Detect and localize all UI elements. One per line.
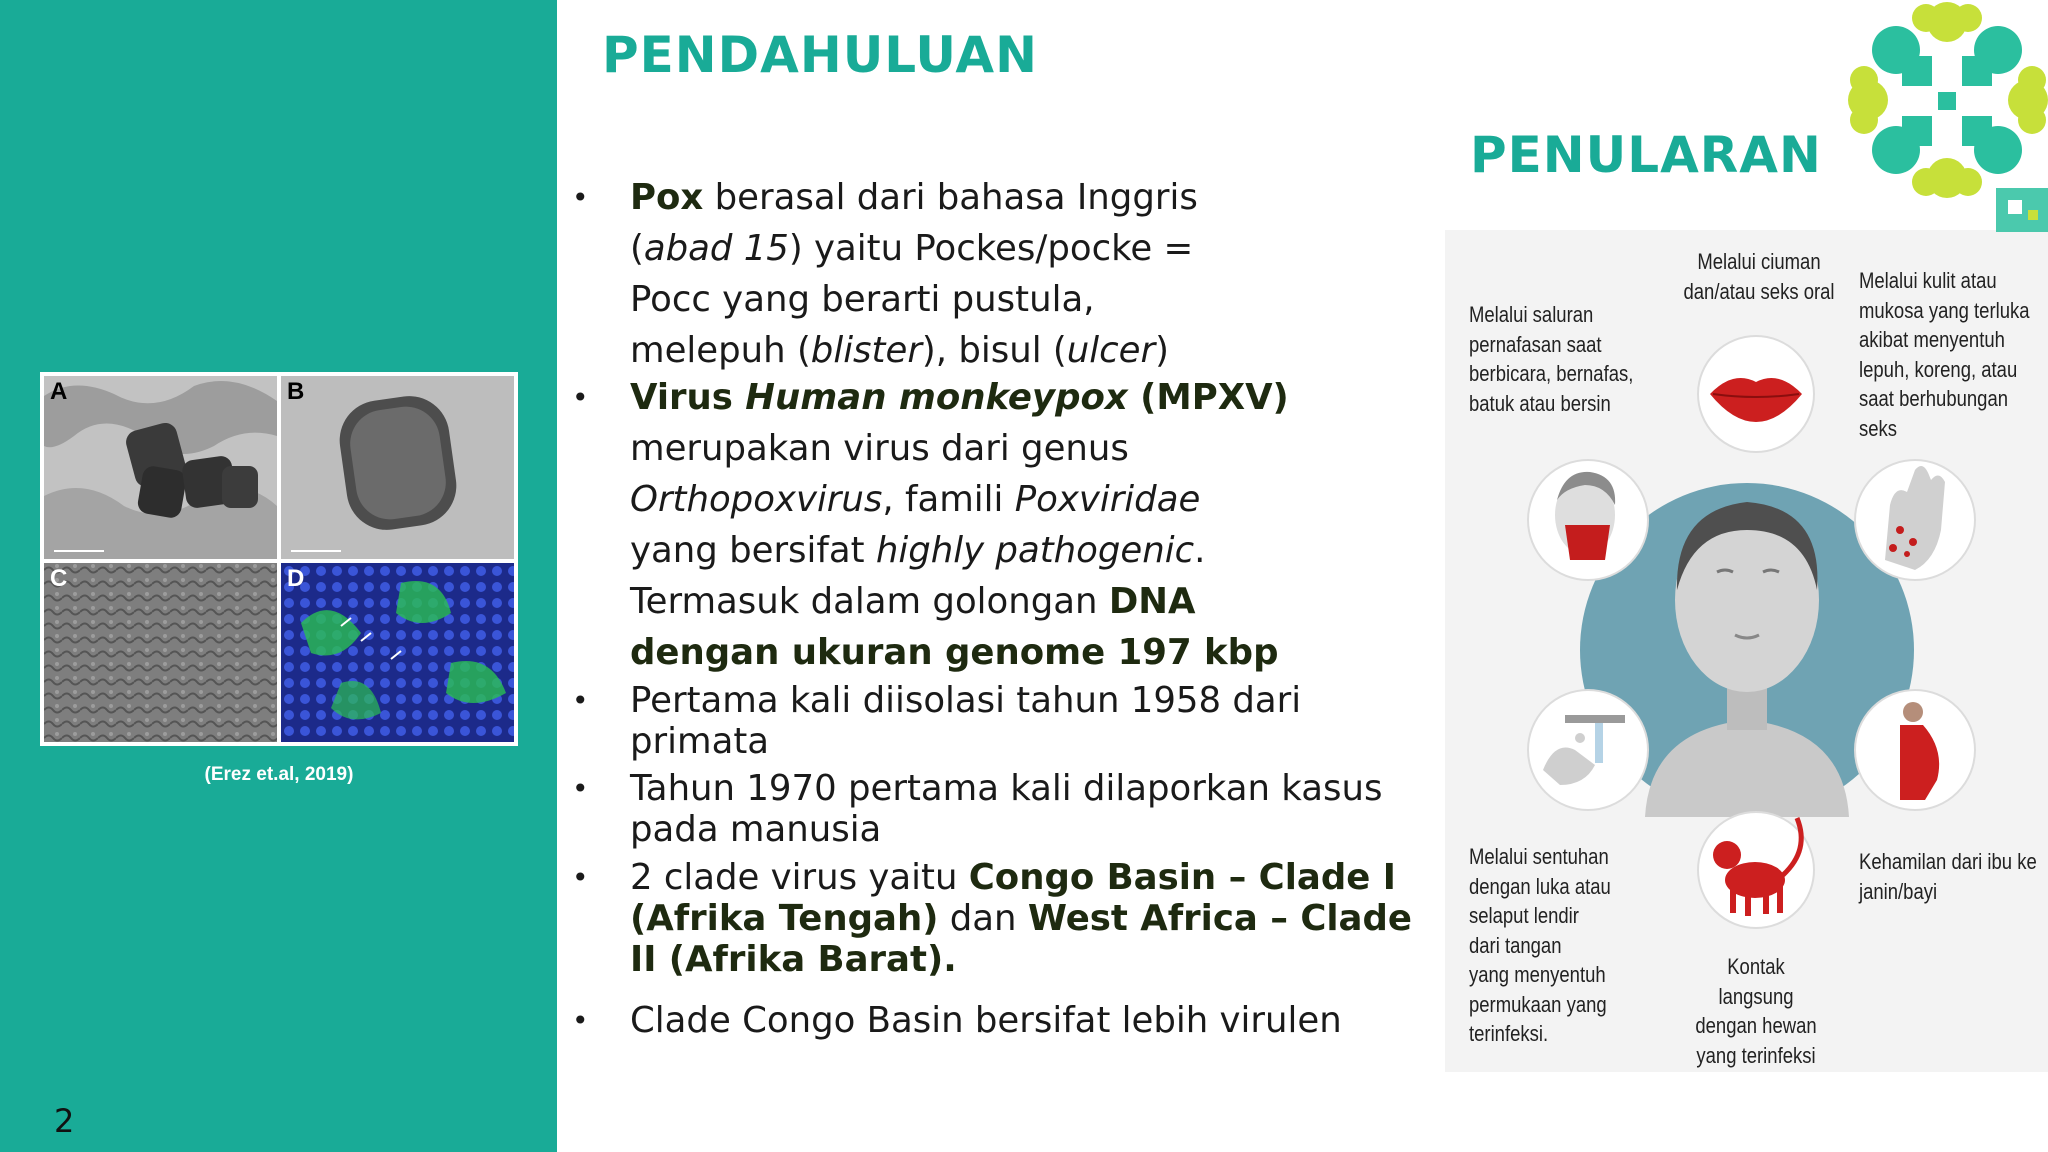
text-run: abad 15 xyxy=(643,228,789,269)
bullet-text xyxy=(630,172,1416,376)
bullet-line xyxy=(630,680,1416,721)
surface-touch-icon xyxy=(1528,690,1648,810)
text-run: Termasuk dalam golongan xyxy=(630,581,1109,622)
bullet-line xyxy=(630,939,1416,980)
bullet-dot: • xyxy=(572,381,589,414)
text-run: pada manusia xyxy=(630,809,882,850)
bullet-line xyxy=(630,898,1416,939)
bullet-dot: • xyxy=(572,861,589,894)
page-number: 2 xyxy=(54,1102,75,1140)
ministry-logo-icon xyxy=(1846,0,2048,232)
bullet-line xyxy=(630,576,1416,627)
bullet-line xyxy=(630,372,1416,423)
micrograph-panel-b xyxy=(281,376,514,559)
label-skin: Melalui kulit atau mukosa yang terluka akibat menyentuh lepuh, koreng, atau saat berhubungan seks xyxy=(1859,268,2030,441)
bullet-item xyxy=(566,680,1416,762)
text-run: Virus xyxy=(630,377,746,418)
text-run: DNA xyxy=(1108,581,1196,622)
bullet-line xyxy=(630,1000,1416,1041)
bullet-line xyxy=(630,172,1416,223)
text-run: West Africa – Clade xyxy=(1027,898,1412,939)
text-run: Orthopoxvirus xyxy=(630,479,883,520)
text-run: II (Afrika Barat). xyxy=(630,939,957,980)
bullet-line xyxy=(630,223,1416,274)
text-run: Congo Basin – Clade I xyxy=(968,857,1396,898)
bullet-dot: • xyxy=(572,684,589,717)
panel-label-d: D xyxy=(287,565,305,592)
text-run: merupakan virus dari genus xyxy=(630,428,1129,469)
bullet-item xyxy=(566,768,1416,850)
bullet-item xyxy=(566,172,1416,376)
section-subtitle: PENULARAN xyxy=(1470,126,1822,184)
bullet-line xyxy=(630,474,1416,525)
text-run: Clade Congo Basin bersifat lebih virulen xyxy=(630,1000,1342,1041)
text-run: Tahun 1970 pertama kali dilaporkan kasus xyxy=(630,768,1383,809)
left-panel xyxy=(0,0,557,1152)
text-run: highly pathogenic xyxy=(875,530,1195,571)
text-run: Pocc yang berarti pustula, xyxy=(630,279,1095,320)
bullet-text xyxy=(630,768,1416,850)
text-run: melepuh ( xyxy=(630,330,811,371)
cell-culture-image xyxy=(44,563,277,742)
virion-closeup-image xyxy=(281,376,514,559)
label-surface: Melalui sentuhan dengan luka atau selaput lendir dari tangan yang menyentuh permukaan yang terinfeksi. xyxy=(1469,844,1611,1046)
bullet-line xyxy=(630,857,1416,898)
text-run: ), bisul ( xyxy=(921,330,1067,371)
transmission-diagram xyxy=(1445,230,2048,1072)
bullet-dot: • xyxy=(572,181,589,214)
bullet-item xyxy=(566,372,1416,678)
bullet-line xyxy=(630,423,1416,474)
text-run: Pox xyxy=(630,177,704,218)
text-run: berasal dari bahasa Inggris xyxy=(703,177,1198,218)
microscopy-figure xyxy=(40,372,518,746)
text-run: ) xyxy=(1155,330,1169,371)
bullet-item xyxy=(566,1000,1416,1041)
micrograph-panel-c xyxy=(44,563,277,742)
label-respiratory: Melalui saluran pernafasan saat berbicara, bernafas, batuk atau bersin xyxy=(1469,302,1634,416)
panel-label-a: A xyxy=(50,378,68,405)
figure-caption: (Erez et.al, 2019) xyxy=(204,764,354,785)
bullet-item xyxy=(566,857,1416,980)
bullet-text xyxy=(630,372,1416,678)
text-run: blister xyxy=(810,330,922,371)
bullet-text xyxy=(630,857,1416,980)
fluorescence-image xyxy=(281,563,514,742)
bullet-text xyxy=(630,680,1416,762)
bullet-text xyxy=(630,1000,1416,1041)
text-run: dan xyxy=(938,898,1028,939)
bullet-line xyxy=(630,627,1416,678)
text-run: (MPXV) xyxy=(1127,377,1289,418)
panel-label-c: C xyxy=(50,565,68,592)
text-run: yang bersifat xyxy=(630,530,876,571)
bullet-line xyxy=(630,809,1416,850)
text-run: Human monkeypox xyxy=(745,377,1128,418)
label-animal: Kontak langsung dengan hewan yang terinfeksi xyxy=(1695,954,1817,1068)
text-run: dengan ukuran genome 197 kbp xyxy=(630,632,1279,673)
text-run: ulcer xyxy=(1066,330,1156,371)
text-run: Pertama kali diisolasi tahun 1958 dari xyxy=(630,680,1302,721)
bullet-line xyxy=(630,274,1416,325)
micrograph-panel-a xyxy=(44,376,277,559)
slide-title: PENDAHULUAN xyxy=(602,26,1038,84)
virus-particles-image xyxy=(44,376,277,559)
text-run: primata xyxy=(630,721,770,762)
bullet-line xyxy=(630,721,1416,762)
text-run: ) yaitu Pockes/pocke = xyxy=(788,228,1194,269)
text-run: (Afrika Tengah) xyxy=(630,898,939,939)
micrograph-panel-d xyxy=(281,563,514,742)
label-kiss: Melalui ciuman dan/atau seks oral xyxy=(1683,249,1835,304)
text-run: 2 clade virus yaitu xyxy=(630,857,969,898)
text-run: ( xyxy=(630,228,644,269)
bullet-dot: • xyxy=(572,772,589,805)
bullet-dot: • xyxy=(572,1004,589,1037)
label-pregnancy: Kehamilan dari ibu ke janin/bayi xyxy=(1859,849,2037,904)
text-run: . xyxy=(1194,530,1206,571)
text-run: Poxviridae xyxy=(1014,479,1201,520)
bullet-line xyxy=(630,768,1416,809)
bullet-line xyxy=(630,525,1416,576)
bullet-line xyxy=(630,325,1416,376)
text-run: , famili xyxy=(882,479,1015,520)
panel-label-b: B xyxy=(287,378,305,405)
